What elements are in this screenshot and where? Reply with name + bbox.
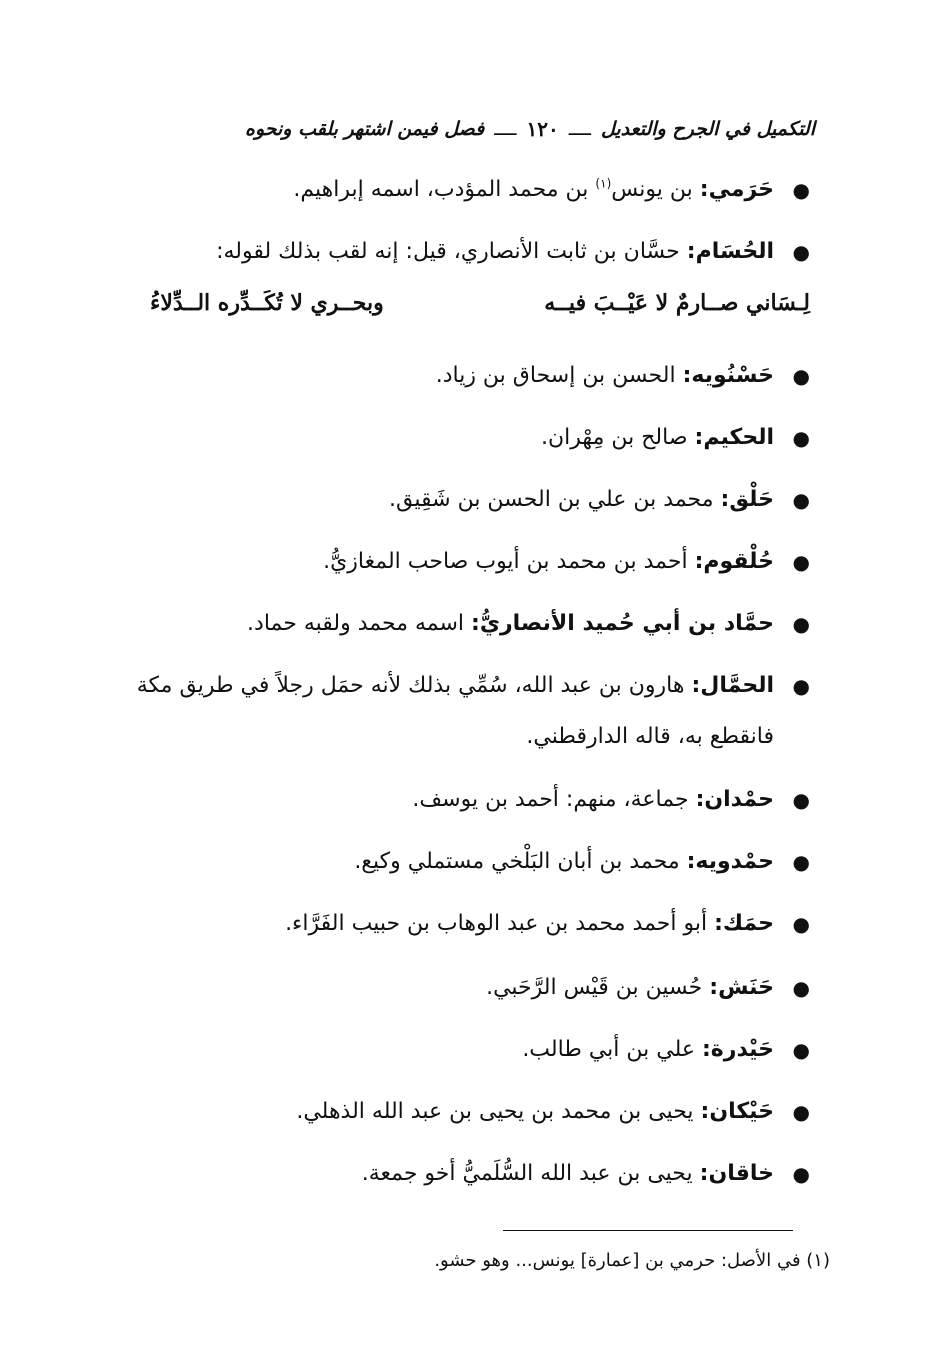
- entry-term: حَسْنُويه:: [682, 363, 774, 388]
- verse-first-hemistich: لِـسَاني صــارمٌ لا عَيْــبَ فيــه: [544, 290, 810, 316]
- list-item: [130, 1160, 810, 1189]
- bullet-icon: ●: [792, 550, 810, 574]
- bullet-icon: ●: [792, 1162, 810, 1186]
- header-dash: ــــ: [494, 118, 517, 140]
- entry-text: الحسن بن إسحاق بن زياد.: [435, 363, 676, 388]
- verse-second-hemistich: وبحــري لا تُكَــدِّره الــدِّلاءُ: [150, 290, 384, 316]
- entry-text: اسمه محمد ولقبه حماد.: [247, 611, 465, 636]
- bullet-icon: ●: [792, 976, 810, 1000]
- bullet-icon: ●: [792, 674, 810, 698]
- bullet-icon: ●: [792, 1038, 810, 1062]
- list-item: [130, 610, 810, 639]
- entry-text: أبو أحمد محمد بن عبد الوهاب بن حبيب الفَرَّاء.: [285, 911, 708, 936]
- entry-text: حُسين بن قَيْس الرَّحَبي.: [486, 975, 703, 1000]
- list-item: [130, 910, 810, 939]
- entry-text: محمد بن علي بن الحسن بن شَقِيق.: [389, 487, 714, 512]
- entry-text: صالح بن مِهْران.: [541, 425, 688, 450]
- entry-term: حَيْكان:: [700, 1099, 774, 1124]
- entry-term: الحمَّال:: [691, 673, 774, 698]
- entry-text: هارون بن عبد الله، سُمِّي بذلك لأنه حمَل رجلاً في طريق مكة: [136, 673, 685, 698]
- book-title: التكميل في الجرح والتعديل: [600, 118, 815, 140]
- entry-text: بن محمد المؤدب، اسمه إبراهيم.: [293, 177, 596, 202]
- header-dash: ــــ: [568, 118, 591, 140]
- entry-text: جماعة، منهم: أحمد بن يوسف.: [412, 787, 689, 812]
- entry-text: يحيى بن عبد الله السُّلَميُّ أخو جمعة.: [361, 1161, 693, 1186]
- bullet-icon: ●: [792, 612, 810, 636]
- bullet-icon: ●: [792, 178, 810, 202]
- list-item: [130, 238, 810, 267]
- bullet-icon: ●: [792, 912, 810, 936]
- list-item: [130, 176, 810, 205]
- footnote: (١) في الأصل: حرمي بن [عمارة] يونس... وهو حشو.: [434, 1250, 830, 1271]
- list-item: [130, 848, 810, 877]
- footnote-divider: [503, 1230, 793, 1231]
- entry-term: الحُسَام:: [686, 239, 774, 264]
- bullet-icon: ●: [792, 488, 810, 512]
- entry-term: حمْدان:: [695, 787, 774, 812]
- entry-term: حُلْقوم:: [694, 549, 774, 574]
- bullet-icon: ●: [792, 850, 810, 874]
- poetry-verse: [150, 290, 810, 330]
- entry-term: الحكيم:: [694, 425, 774, 450]
- bullet-icon: ●: [792, 426, 810, 450]
- entry-term: حَنَش:: [709, 975, 774, 1000]
- list-item: [130, 974, 810, 1003]
- entry-term: حمَّاد بن أبي حُميد الأنصاريُّ:: [471, 611, 774, 636]
- list-item: [130, 786, 810, 815]
- bullet-icon: ●: [792, 788, 810, 812]
- bullet-icon: ●: [792, 240, 810, 264]
- list-item: [130, 486, 810, 515]
- entry-text: محمد بن أبان البَلْخي مستملي وكيع.: [354, 849, 680, 874]
- entry-term: حَيْدرة:: [702, 1037, 774, 1062]
- list-item: [130, 1098, 810, 1127]
- entry-text: يحيى بن محمد بن يحيى بن عبد الله الذهلي.: [296, 1099, 694, 1124]
- list-item: [130, 424, 810, 453]
- entry-text: حسَّان بن ثابت الأنصاري، قيل: إنه لقب بذلك لقوله:: [216, 239, 680, 264]
- bullet-icon: ●: [792, 1100, 810, 1124]
- entry-term: حمَك:: [714, 911, 774, 936]
- entry-term: حمْدويه:: [686, 849, 774, 874]
- entry-term: حَرَمي:: [699, 177, 774, 202]
- bullet-icon: ●: [792, 364, 810, 388]
- entry-term: خاقان:: [699, 1161, 774, 1186]
- page-number: ١٢٠: [526, 117, 559, 141]
- entry-text: علي بن أبي طالب.: [522, 1037, 695, 1062]
- list-item: [130, 1036, 810, 1065]
- entry-text: أحمد بن محمد بن أيوب صاحب المغازيُّ.: [323, 549, 688, 574]
- entry-text-continuation: فانقطع به، قاله الدارقطني.: [526, 723, 774, 749]
- running-header: [185, 112, 815, 146]
- list-item: [130, 362, 810, 391]
- list-item: [130, 548, 810, 577]
- entry-text: بن يونس: [611, 177, 693, 202]
- section-title: فصل فيمن اشتهر بلقب ونحوه: [244, 118, 485, 140]
- footnote-ref: (١): [595, 176, 612, 191]
- list-item: [130, 672, 810, 751]
- entry-term: حَلْق:: [720, 487, 774, 512]
